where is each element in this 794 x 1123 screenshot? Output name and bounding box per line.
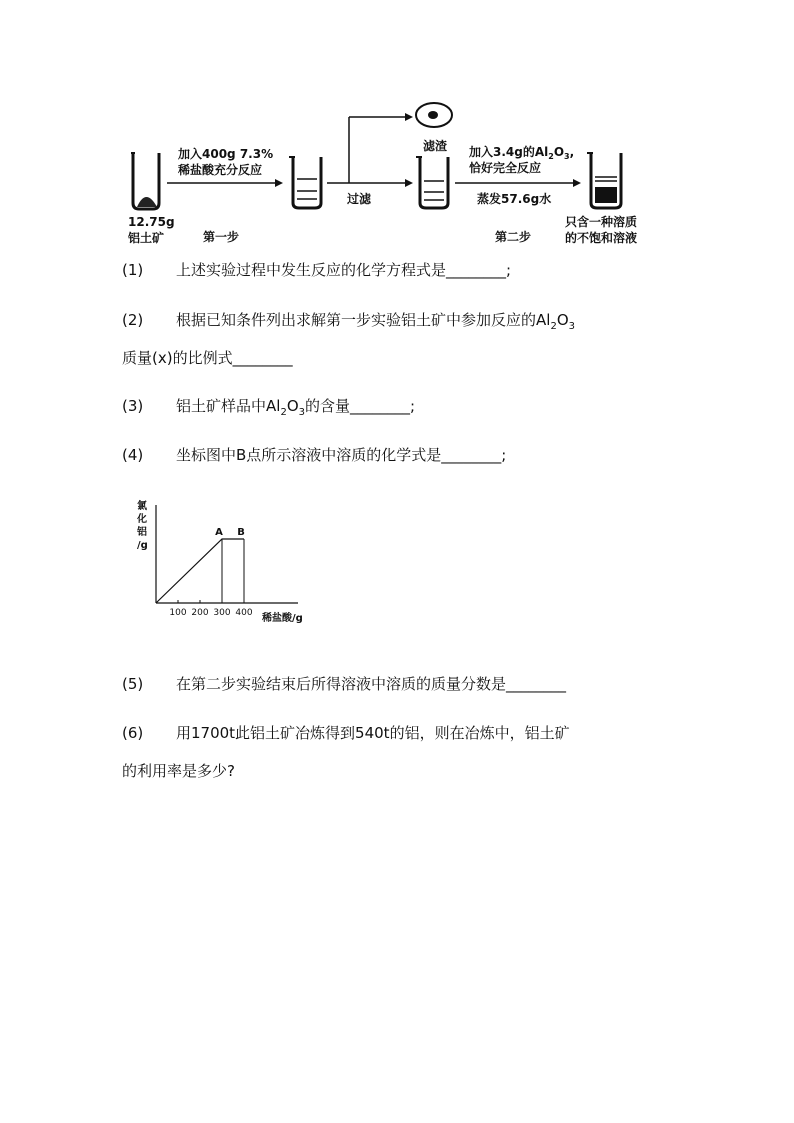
y-axis-label — [136, 499, 148, 551]
svg-text:加入400g 7.3%: 加入400g 7.3% — [178, 147, 274, 161]
svg-text:铝土矿: 铝土矿 — [128, 231, 165, 245]
x-tick-label: 300 — [213, 608, 231, 618]
question-text: 坐标图中B点所示溶液中溶质的化学式是________; — [176, 446, 507, 464]
question-6 — [122, 723, 570, 743]
question-3 — [122, 396, 415, 423]
y-label-char: /g — [137, 540, 148, 551]
experiment-diagram — [115, 95, 675, 255]
question-number: (5) — [122, 675, 144, 693]
svg-text:稀盐酸充分反应: 稀盐酸充分反应 — [178, 163, 263, 177]
svg-text:第一步: 第一步 — [203, 230, 240, 244]
y-label-char: 化 — [137, 514, 147, 525]
point-label: A — [215, 527, 223, 538]
question-text: 在第二步实验结束后所得溶液中溶质的质量分数是________ — [176, 675, 567, 693]
question-4 — [122, 445, 506, 465]
x-tick-label: 200 — [191, 608, 209, 618]
svg-text:加入3.4g的Al2O3,: 加入3.4g的$Al_2O_3$, — [469, 145, 575, 161]
beaker-after-reaction — [289, 157, 321, 208]
beaker-ore — [131, 153, 159, 209]
series-line — [156, 539, 244, 603]
svg-text:过滤: 过滤 — [347, 192, 372, 206]
question-number: (6) — [122, 724, 144, 742]
svg-text:的不饱和溶液: 的不饱和溶液 — [565, 231, 638, 245]
question-text: 铝土矿样品中$Al_2O_3$的含量________; — [176, 397, 416, 418]
x-tick-label: 100 — [169, 608, 187, 618]
svg-text:恰好完全反应: 恰好完全反应 — [469, 161, 542, 175]
svg-text:蒸发57.6g水: 蒸发57.6g水 — [477, 192, 552, 206]
question-text: 根据已知条件列出求解第一步实验铝土矿中参加反应的$Al_2O_3$ — [176, 311, 575, 332]
svg-text:滤渣: 滤渣 — [423, 139, 448, 153]
aluminum-chloride-chart — [130, 495, 330, 630]
svg-text:第二步: 第二步 — [495, 230, 532, 244]
beaker-final-solution — [587, 153, 621, 208]
y-label-char: 铝 — [137, 527, 147, 538]
question-number: (4) — [122, 446, 144, 464]
question-2 — [122, 310, 575, 337]
x-axis-label: 稀盐酸/g — [262, 613, 303, 624]
question-6-continuation: 的利用率是多少? — [122, 762, 235, 780]
x-tick-label: 400 — [235, 608, 253, 618]
question-2-continuation: 质量(x)的比例式________ — [122, 349, 293, 367]
question-text: 用1700t此铝土矿冶炼得到540t的铝，则在冶炼中，铝土矿 — [176, 724, 570, 742]
question-number: (2) — [122, 311, 144, 329]
svg-text:只含一种溶质: 只含一种溶质 — [565, 215, 638, 229]
question-text: 上述实验过程中发生反应的化学方程式是________; — [176, 261, 512, 279]
question-number: (1) — [122, 261, 144, 279]
y-label-char: 氯 — [137, 501, 147, 512]
question-number: (3) — [122, 397, 144, 415]
point-label: B — [237, 527, 245, 538]
beaker-filtrate — [416, 157, 448, 208]
svg-text:12.75g: 12.75g — [128, 215, 175, 229]
residue-dish — [416, 103, 452, 127]
question-1 — [122, 260, 511, 280]
question-5 — [122, 674, 566, 694]
